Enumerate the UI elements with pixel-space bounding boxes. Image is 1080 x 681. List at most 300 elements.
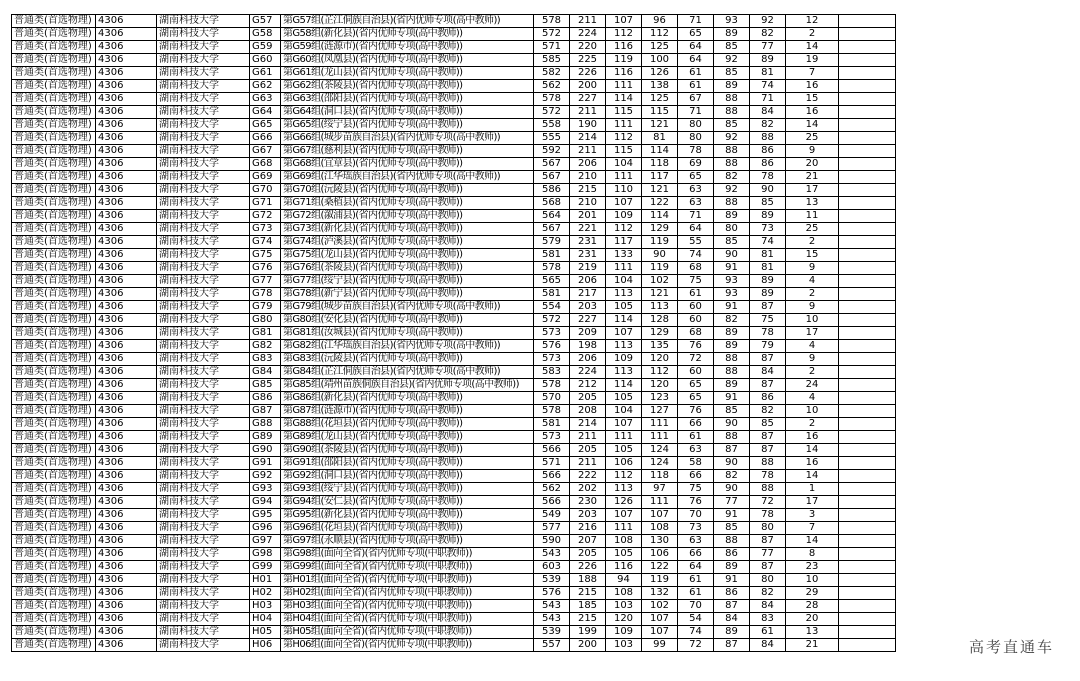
cell-group-code: G69: [250, 171, 281, 184]
cell-subject-a: 70: [678, 600, 714, 613]
cell-math: 105: [606, 301, 642, 314]
cell-group-code: G84: [250, 366, 281, 379]
cell-english: 114: [642, 210, 678, 223]
cell-group-name: 第H02组(面向全省)(省内优师专项(中职教师)): [281, 587, 534, 600]
cell-english: 122: [642, 197, 678, 210]
cell-total-score: 543: [534, 613, 570, 626]
cell-total-score: 566: [534, 470, 570, 483]
cell-math: 104: [606, 158, 642, 171]
cell-chinese-math-sum: 215: [570, 184, 606, 197]
table-row: [12, 314, 896, 327]
cell-subject-b: 87: [714, 600, 750, 613]
cell-total-score: 573: [534, 353, 570, 366]
cell-subject-a: 76: [678, 496, 714, 509]
cell-subject-a: 61: [678, 431, 714, 444]
cell-subject-c: 78: [750, 470, 786, 483]
cell-group-code: G71: [250, 197, 281, 210]
cell-math: 107: [606, 327, 642, 340]
cell-english: 81: [642, 132, 678, 145]
cell-english: 107: [642, 509, 678, 522]
cell-subject-b: 88: [714, 535, 750, 548]
cell-english: 111: [642, 496, 678, 509]
cell-subject-b: 93: [714, 275, 750, 288]
table-row: [12, 574, 896, 587]
cell-school-name: 湖南科技大学: [157, 418, 250, 431]
cell-english: 118: [642, 470, 678, 483]
cell-total-score: 562: [534, 483, 570, 496]
cell-school-code: 4306: [96, 509, 157, 522]
cell-chinese-math-sum: 199: [570, 626, 606, 639]
cell-subject-a: 78: [678, 145, 714, 158]
admission-score-table: [11, 14, 896, 652]
cell-total-score: 564: [534, 210, 570, 223]
cell-math: 103: [606, 600, 642, 613]
cell-math: 106: [606, 457, 642, 470]
cell-school-name: 湖南科技大学: [157, 483, 250, 496]
cell-school-name: 湖南科技大学: [157, 639, 250, 652]
cell-subject-c: 74: [750, 236, 786, 249]
cell-rank: 15: [786, 93, 839, 106]
cell-school-name: 湖南科技大学: [157, 158, 250, 171]
cell-subject-c: 89: [750, 275, 786, 288]
cell-rank: 3: [786, 509, 839, 522]
cell-school-code: 4306: [96, 93, 157, 106]
cell-chinese-math-sum: 220: [570, 41, 606, 54]
cell-total-score: 543: [534, 600, 570, 613]
cell-total-score: 590: [534, 535, 570, 548]
cell-category: 普通类(首选物理): [12, 119, 96, 132]
table-row: [12, 184, 896, 197]
cell-rank: 20: [786, 613, 839, 626]
cell-empty: [839, 392, 896, 405]
cell-subject-a: 63: [678, 535, 714, 548]
cell-school-code: 4306: [96, 249, 157, 262]
cell-subject-c: 83: [750, 613, 786, 626]
cell-subject-c: 81: [750, 262, 786, 275]
cell-total-score: 603: [534, 561, 570, 574]
cell-group-name: 第G58组(新化县)(省内优师专项(高中教师)): [281, 28, 534, 41]
cell-group-name: 第G59组(涟源市)(省内优师专项(高中教师)): [281, 41, 534, 54]
cell-total-score: 539: [534, 574, 570, 587]
cell-subject-a: 64: [678, 54, 714, 67]
cell-subject-a: 64: [678, 561, 714, 574]
cell-group-code: G93: [250, 483, 281, 496]
cell-group-name: 第G78组(新宁县)(省内优师专项(高中教师)): [281, 288, 534, 301]
cell-subject-b: 90: [714, 418, 750, 431]
cell-group-code: G80: [250, 314, 281, 327]
cell-school-code: 4306: [96, 405, 157, 418]
cell-english: 123: [642, 392, 678, 405]
cell-group-name: 第G94组(安仁县)(省内优师专项(高中教师)): [281, 496, 534, 509]
cell-category: 普通类(首选物理): [12, 314, 96, 327]
cell-school-code: 4306: [96, 600, 157, 613]
cell-category: 普通类(首选物理): [12, 353, 96, 366]
cell-rank: 15: [786, 249, 839, 262]
cell-total-score: 567: [534, 171, 570, 184]
cell-subject-a: 75: [678, 275, 714, 288]
cell-group-name: 第G72组(溆浦县)(省内优师专项(高中教师)): [281, 210, 534, 223]
cell-rank: 17: [786, 327, 839, 340]
cell-subject-c: 82: [750, 28, 786, 41]
cell-subject-b: 86: [714, 548, 750, 561]
cell-school-code: 4306: [96, 587, 157, 600]
cell-group-name: 第G91组(邵阳县)(省内优师专项(高中教师)): [281, 457, 534, 470]
cell-empty: [839, 80, 896, 93]
cell-total-score: 579: [534, 236, 570, 249]
cell-empty: [839, 522, 896, 535]
cell-category: 普通类(首选物理): [12, 158, 96, 171]
cell-rank: 2: [786, 236, 839, 249]
cell-rank: 21: [786, 171, 839, 184]
cell-subject-c: 89: [750, 210, 786, 223]
cell-subject-a: 80: [678, 119, 714, 132]
cell-category: 普通类(首选物理): [12, 145, 96, 158]
table-row: [12, 288, 896, 301]
cell-group-code: G75: [250, 249, 281, 262]
cell-english: 118: [642, 158, 678, 171]
cell-empty: [839, 561, 896, 574]
cell-school-name: 湖南科技大学: [157, 119, 250, 132]
cell-rank: 16: [786, 80, 839, 93]
cell-group-name: 第G76组(茶陵县)(省内优师专项(高中教师)): [281, 262, 534, 275]
cell-subject-c: 85: [750, 197, 786, 210]
cell-rank: 2: [786, 288, 839, 301]
cell-chinese-math-sum: 215: [570, 613, 606, 626]
cell-category: 普通类(首选物理): [12, 561, 96, 574]
cell-school-code: 4306: [96, 535, 157, 548]
cell-total-score: 572: [534, 314, 570, 327]
cell-english: 125: [642, 41, 678, 54]
cell-subject-b: 90: [714, 483, 750, 496]
cell-category: 普通类(首选物理): [12, 223, 96, 236]
cell-school-name: 湖南科技大学: [157, 93, 250, 106]
cell-math: 114: [606, 93, 642, 106]
cell-chinese-math-sum: 211: [570, 15, 606, 28]
cell-rank: 20: [786, 158, 839, 171]
cell-group-code: G66: [250, 132, 281, 145]
cell-subject-c: 87: [750, 379, 786, 392]
cell-english: 130: [642, 535, 678, 548]
table-row: [12, 132, 896, 145]
cell-subject-c: 92: [750, 15, 786, 28]
cell-school-code: 4306: [96, 418, 157, 431]
cell-math: 113: [606, 483, 642, 496]
cell-subject-c: 85: [750, 418, 786, 431]
cell-english: 126: [642, 67, 678, 80]
cell-subject-a: 73: [678, 522, 714, 535]
cell-subject-b: 88: [714, 353, 750, 366]
cell-category: 普通类(首选物理): [12, 327, 96, 340]
cell-empty: [839, 496, 896, 509]
cell-category: 普通类(首选物理): [12, 106, 96, 119]
cell-school-name: 湖南科技大学: [157, 470, 250, 483]
cell-rank: 1: [786, 483, 839, 496]
cell-chinese-math-sum: 208: [570, 405, 606, 418]
cell-group-name: 第G73组(新化县)(省内优师专项(高中教师)): [281, 223, 534, 236]
cell-math: 104: [606, 405, 642, 418]
cell-chinese-math-sum: 203: [570, 509, 606, 522]
cell-subject-b: 85: [714, 67, 750, 80]
cell-subject-a: 66: [678, 418, 714, 431]
cell-category: 普通类(首选物理): [12, 509, 96, 522]
cell-school-name: 湖南科技大学: [157, 353, 250, 366]
table-row: [12, 418, 896, 431]
cell-group-code: G92: [250, 470, 281, 483]
cell-english: 119: [642, 236, 678, 249]
cell-subject-a: 76: [678, 405, 714, 418]
cell-group-name: 第G69组(江华瑶族自治县)(省内优师专项(高中教师)): [281, 171, 534, 184]
cell-group-name: 第G74组(泸溪县)(省内优师专项(高中教师)): [281, 236, 534, 249]
cell-school-code: 4306: [96, 262, 157, 275]
cell-subject-c: 87: [750, 431, 786, 444]
cell-subject-c: 88: [750, 457, 786, 470]
table-row: [12, 431, 896, 444]
cell-school-name: 湖南科技大学: [157, 535, 250, 548]
table-row: [12, 119, 896, 132]
cell-subject-a: 74: [678, 626, 714, 639]
cell-subject-b: 87: [714, 444, 750, 457]
cell-subject-c: 86: [750, 145, 786, 158]
cell-group-name: 第G61组(龙山县)(省内优师专项(高中教师)): [281, 67, 534, 80]
cell-category: 普通类(首选物理): [12, 444, 96, 457]
cell-category: 普通类(首选物理): [12, 457, 96, 470]
cell-total-score: 576: [534, 340, 570, 353]
cell-empty: [839, 431, 896, 444]
cell-total-score: 581: [534, 418, 570, 431]
cell-subject-a: 74: [678, 249, 714, 262]
cell-subject-b: 91: [714, 574, 750, 587]
cell-category: 普通类(首选物理): [12, 28, 96, 41]
cell-chinese-math-sum: 201: [570, 210, 606, 223]
cell-group-code: H04: [250, 613, 281, 626]
cell-subject-c: 87: [750, 301, 786, 314]
cell-subject-b: 88: [714, 145, 750, 158]
cell-subject-c: 88: [750, 483, 786, 496]
cell-english: 132: [642, 587, 678, 600]
cell-subject-b: 80: [714, 223, 750, 236]
cell-english: 99: [642, 639, 678, 652]
cell-subject-c: 90: [750, 184, 786, 197]
cell-english: 128: [642, 314, 678, 327]
cell-subject-a: 71: [678, 210, 714, 223]
cell-english: 119: [642, 262, 678, 275]
cell-subject-a: 80: [678, 132, 714, 145]
cell-english: 107: [642, 626, 678, 639]
cell-school-code: 4306: [96, 613, 157, 626]
cell-chinese-math-sum: 200: [570, 80, 606, 93]
cell-subject-b: 91: [714, 392, 750, 405]
cell-empty: [839, 301, 896, 314]
cell-subject-b: 89: [714, 561, 750, 574]
cell-group-code: G58: [250, 28, 281, 41]
cell-group-code: G96: [250, 522, 281, 535]
cell-category: 普通类(首选物理): [12, 574, 96, 587]
cell-rank: 21: [786, 639, 839, 652]
cell-total-score: 578: [534, 93, 570, 106]
cell-math: 111: [606, 80, 642, 93]
cell-group-code: G74: [250, 236, 281, 249]
cell-school-code: 4306: [96, 483, 157, 496]
cell-chinese-math-sum: 222: [570, 470, 606, 483]
cell-rank: 17: [786, 184, 839, 197]
table-row: [12, 600, 896, 613]
cell-rank: 7: [786, 522, 839, 535]
cell-subject-c: 89: [750, 54, 786, 67]
cell-subject-b: 85: [714, 236, 750, 249]
cell-category: 普通类(首选物理): [12, 366, 96, 379]
cell-subject-a: 68: [678, 327, 714, 340]
cell-school-name: 湖南科技大学: [157, 262, 250, 275]
cell-subject-a: 72: [678, 639, 714, 652]
table-row: [12, 28, 896, 41]
cell-category: 普通类(首选物理): [12, 600, 96, 613]
cell-subject-a: 69: [678, 158, 714, 171]
cell-school-code: 4306: [96, 379, 157, 392]
cell-subject-a: 63: [678, 444, 714, 457]
cell-empty: [839, 28, 896, 41]
cell-english: 117: [642, 171, 678, 184]
cell-school-code: 4306: [96, 574, 157, 587]
watermark: 高考直通车: [968, 638, 1054, 656]
cell-rank: 16: [786, 457, 839, 470]
cell-school-code: 4306: [96, 275, 157, 288]
cell-chinese-math-sum: 211: [570, 145, 606, 158]
cell-rank: 9: [786, 145, 839, 158]
cell-math: 111: [606, 522, 642, 535]
cell-rank: 4: [786, 340, 839, 353]
cell-group-name: 第G75组(龙山县)(省内优师专项(高中教师)): [281, 249, 534, 262]
cell-group-name: 第G67组(慈利县)(省内优师专项(高中教师)): [281, 145, 534, 158]
cell-school-name: 湖南科技大学: [157, 41, 250, 54]
cell-chinese-math-sum: 224: [570, 366, 606, 379]
cell-chinese-math-sum: 217: [570, 288, 606, 301]
cell-math: 112: [606, 132, 642, 145]
cell-subject-b: 86: [714, 587, 750, 600]
cell-group-name: 第G84组(芷江侗族自治县)(省内优师专项(高中教师)): [281, 366, 534, 379]
cell-empty: [839, 548, 896, 561]
cell-english: 102: [642, 275, 678, 288]
cell-rank: 9: [786, 301, 839, 314]
cell-subject-a: 61: [678, 288, 714, 301]
cell-subject-c: 81: [750, 249, 786, 262]
cell-group-code: G97: [250, 535, 281, 548]
cell-total-score: 562: [534, 80, 570, 93]
cell-school-code: 4306: [96, 145, 157, 158]
cell-empty: [839, 197, 896, 210]
cell-subject-a: 55: [678, 236, 714, 249]
cell-empty: [839, 613, 896, 626]
cell-math: 115: [606, 106, 642, 119]
cell-total-score: 582: [534, 67, 570, 80]
cell-rank: 4: [786, 392, 839, 405]
cell-subject-a: 64: [678, 41, 714, 54]
cell-subject-b: 92: [714, 184, 750, 197]
cell-subject-c: 78: [750, 327, 786, 340]
cell-empty: [839, 639, 896, 652]
cell-group-name: 第G92组(洞口县)(省内优师专项(高中教师)): [281, 470, 534, 483]
cell-group-code: G57: [250, 15, 281, 28]
cell-subject-c: 88: [750, 132, 786, 145]
cell-english: 112: [642, 366, 678, 379]
cell-empty: [839, 15, 896, 28]
cell-school-code: 4306: [96, 236, 157, 249]
cell-group-code: G87: [250, 405, 281, 418]
cell-school-name: 湖南科技大学: [157, 67, 250, 80]
cell-chinese-math-sum: 227: [570, 93, 606, 106]
cell-group-code: G61: [250, 67, 281, 80]
cell-chinese-math-sum: 231: [570, 236, 606, 249]
cell-group-code: G64: [250, 106, 281, 119]
cell-empty: [839, 119, 896, 132]
cell-group-code: G62: [250, 80, 281, 93]
cell-math: 94: [606, 574, 642, 587]
cell-subject-b: 90: [714, 249, 750, 262]
cell-group-code: G65: [250, 119, 281, 132]
cell-subject-c: 82: [750, 405, 786, 418]
cell-group-code: G98: [250, 548, 281, 561]
cell-rank: 14: [786, 535, 839, 548]
cell-english: 90: [642, 249, 678, 262]
cell-subject-b: 92: [714, 54, 750, 67]
cell-total-score: 578: [534, 262, 570, 275]
cell-group-name: 第G82组(江华瑶族自治县)(省内优师专项(高中教师)): [281, 340, 534, 353]
cell-chinese-math-sum: 198: [570, 340, 606, 353]
cell-school-code: 4306: [96, 340, 157, 353]
cell-english: 121: [642, 184, 678, 197]
cell-group-code: G70: [250, 184, 281, 197]
cell-total-score: 565: [534, 275, 570, 288]
cell-total-score: 567: [534, 158, 570, 171]
cell-school-name: 湖南科技大学: [157, 574, 250, 587]
cell-subject-c: 87: [750, 561, 786, 574]
cell-empty: [839, 262, 896, 275]
cell-empty: [839, 366, 896, 379]
cell-subject-c: 86: [750, 158, 786, 171]
cell-group-code: G91: [250, 457, 281, 470]
cell-subject-b: 91: [714, 262, 750, 275]
table-row: [12, 301, 896, 314]
cell-school-code: 4306: [96, 366, 157, 379]
cell-subject-c: 87: [750, 353, 786, 366]
table-row: [12, 340, 896, 353]
cell-math: 114: [606, 379, 642, 392]
cell-subject-c: 80: [750, 574, 786, 587]
cell-math: 116: [606, 41, 642, 54]
cell-subject-b: 88: [714, 366, 750, 379]
cell-empty: [839, 600, 896, 613]
cell-chinese-math-sum: 227: [570, 314, 606, 327]
table-row: [12, 15, 896, 28]
cell-empty: [839, 509, 896, 522]
cell-empty: [839, 93, 896, 106]
cell-subject-c: 87: [750, 444, 786, 457]
table-row: [12, 197, 896, 210]
cell-subject-b: 85: [714, 41, 750, 54]
cell-subject-c: 72: [750, 496, 786, 509]
cell-group-name: 第G64组(洞口县)(省内优师专项(高中教师)): [281, 106, 534, 119]
table-row: [12, 158, 896, 171]
cell-school-code: 4306: [96, 171, 157, 184]
cell-subject-b: 88: [714, 158, 750, 171]
cell-chinese-math-sum: 226: [570, 67, 606, 80]
cell-school-name: 湖南科技大学: [157, 626, 250, 639]
cell-group-code: G78: [250, 288, 281, 301]
cell-math: 113: [606, 288, 642, 301]
cell-school-name: 湖南科技大学: [157, 106, 250, 119]
cell-subject-a: 64: [678, 223, 714, 236]
cell-english: 122: [642, 561, 678, 574]
cell-empty: [839, 379, 896, 392]
